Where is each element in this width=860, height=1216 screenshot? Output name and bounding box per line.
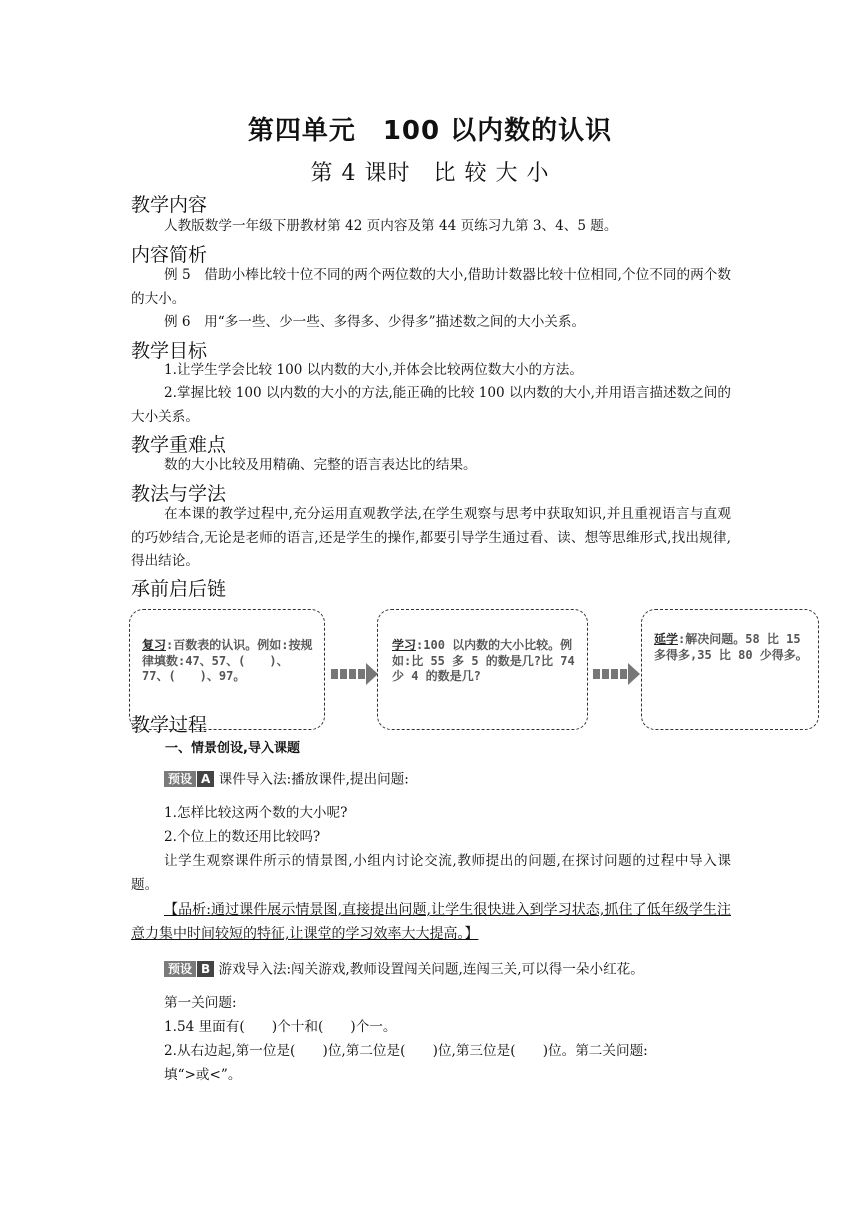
analysis-note: 【品析:通过课件展示情景图,直接提出问题,让学生很快进入到学习状态,抓住了低年级学生注意力集中时间较短的特征,让课堂的学习效率大大提高。】 bbox=[131, 902, 731, 942]
heading-teaching-content: 教学内容 bbox=[131, 194, 208, 216]
chain-box-learn bbox=[377, 609, 588, 730]
arrow-right-icon bbox=[593, 663, 639, 685]
heading-key-difficult-points: 教学重难点 bbox=[131, 434, 227, 456]
chain-box-extend bbox=[641, 609, 819, 730]
brief-example-5: 例 5 借助小棒比较十位不同的两个两位数的大小,借助计数器比较十位相同,个位不同的两个数的大小。 bbox=[131, 267, 731, 307]
preset-a-tag: 预设 A bbox=[164, 768, 214, 792]
unit-title: 第四单元 100 以内数的认识 bbox=[247, 116, 613, 146]
preset-a-paragraph: 让学生观察课件所示的情景图,小组内讨论交流,教师提出的问题,在探讨问题的过程中导入课题。 bbox=[131, 853, 731, 893]
question-2: 2.个位上的数还用比较吗? bbox=[164, 829, 321, 845]
review-key: 复习 bbox=[142, 638, 167, 652]
extend-text: :解决问题。58 比 15 多得多,35 比 80 少得多。 bbox=[654, 632, 808, 662]
goal-1: 1.让学生学会比较 100 以内数的大小,并体会比较两位数大小的方法。 bbox=[164, 362, 583, 378]
preset-b-tag: 预设 B bbox=[164, 958, 214, 982]
level-1-heading: 第一关问题: bbox=[164, 995, 237, 1011]
preset-b-text: 游戏导入法:闯关游戏,教师设置闯关问题,连闯三关,可以得一朵小红花。 bbox=[218, 961, 644, 978]
preset-a-line bbox=[164, 768, 764, 792]
learn-key: 学习 bbox=[392, 638, 417, 652]
question-1: 1.怎样比较这两个数的大小呢? bbox=[164, 805, 348, 821]
extend-key: 延学 bbox=[654, 632, 679, 646]
preset-b-line bbox=[164, 958, 764, 982]
goal-2: 2.掌握比较 100 以内数的大小的方法,能正确的比较 100 以内数的大小,并用语言描述数之间的大小关系。 bbox=[131, 385, 731, 425]
level-1-question-1: 1.54 里面有( )个十和( )个一。 bbox=[164, 1019, 397, 1035]
heading-teaching-process: 教学过程 bbox=[131, 714, 208, 736]
heading-content-brief: 内容简析 bbox=[131, 244, 208, 266]
step-1-heading: 一、情景创设,导入课题 bbox=[165, 741, 300, 756]
heading-teaching-goals: 教学目标 bbox=[131, 340, 208, 362]
key-points-text: 数的大小比较及用精确、完整的语言表达比的结果。 bbox=[164, 457, 477, 473]
arrow-right-icon bbox=[331, 663, 377, 685]
review-text: :百数表的认识。例如:按规律填数:47、57、( )、77、( )、97。 bbox=[142, 638, 313, 683]
heading-lesson-chain: 承前启后链 bbox=[131, 578, 227, 600]
brief-example-6: 例 6 用“多一些、少一些、多得多、少得多”描述数之间的大小关系。 bbox=[164, 314, 586, 330]
heading-methods: 教法与学法 bbox=[131, 483, 227, 505]
lesson-subtitle: 第 4 课时 比 较 大 小 bbox=[310, 161, 550, 186]
level-1-question-2: 2.从右边起,第一位是( )位,第二位是( )位,第三位是( )位。第二关问题: bbox=[164, 1043, 648, 1059]
preset-a-text: 课件导入法:播放课件,提出问题: bbox=[218, 771, 409, 788]
level-2-question: 填“>或<”。 bbox=[164, 1067, 242, 1083]
methods-text: 在本课的教学过程中,充分运用直观教学法,在学生观察与思考中获取知识,并且重视语言与直观的巧妙结合,无论是老师的语言,还是学生的操作,都要引导学生通过看、读、想等思维形式,找出规律,得出结论。 bbox=[131, 506, 731, 569]
learn-text: :100 以内数的大小比较。例如:比 55 多 5 的数是几?比 74 少 4 的数是几? bbox=[392, 638, 575, 683]
teaching-content-text: 人教版数学一年级下册教材第 42 页内容及第 44 页练习九第 3、4、5 题。 bbox=[164, 218, 618, 234]
